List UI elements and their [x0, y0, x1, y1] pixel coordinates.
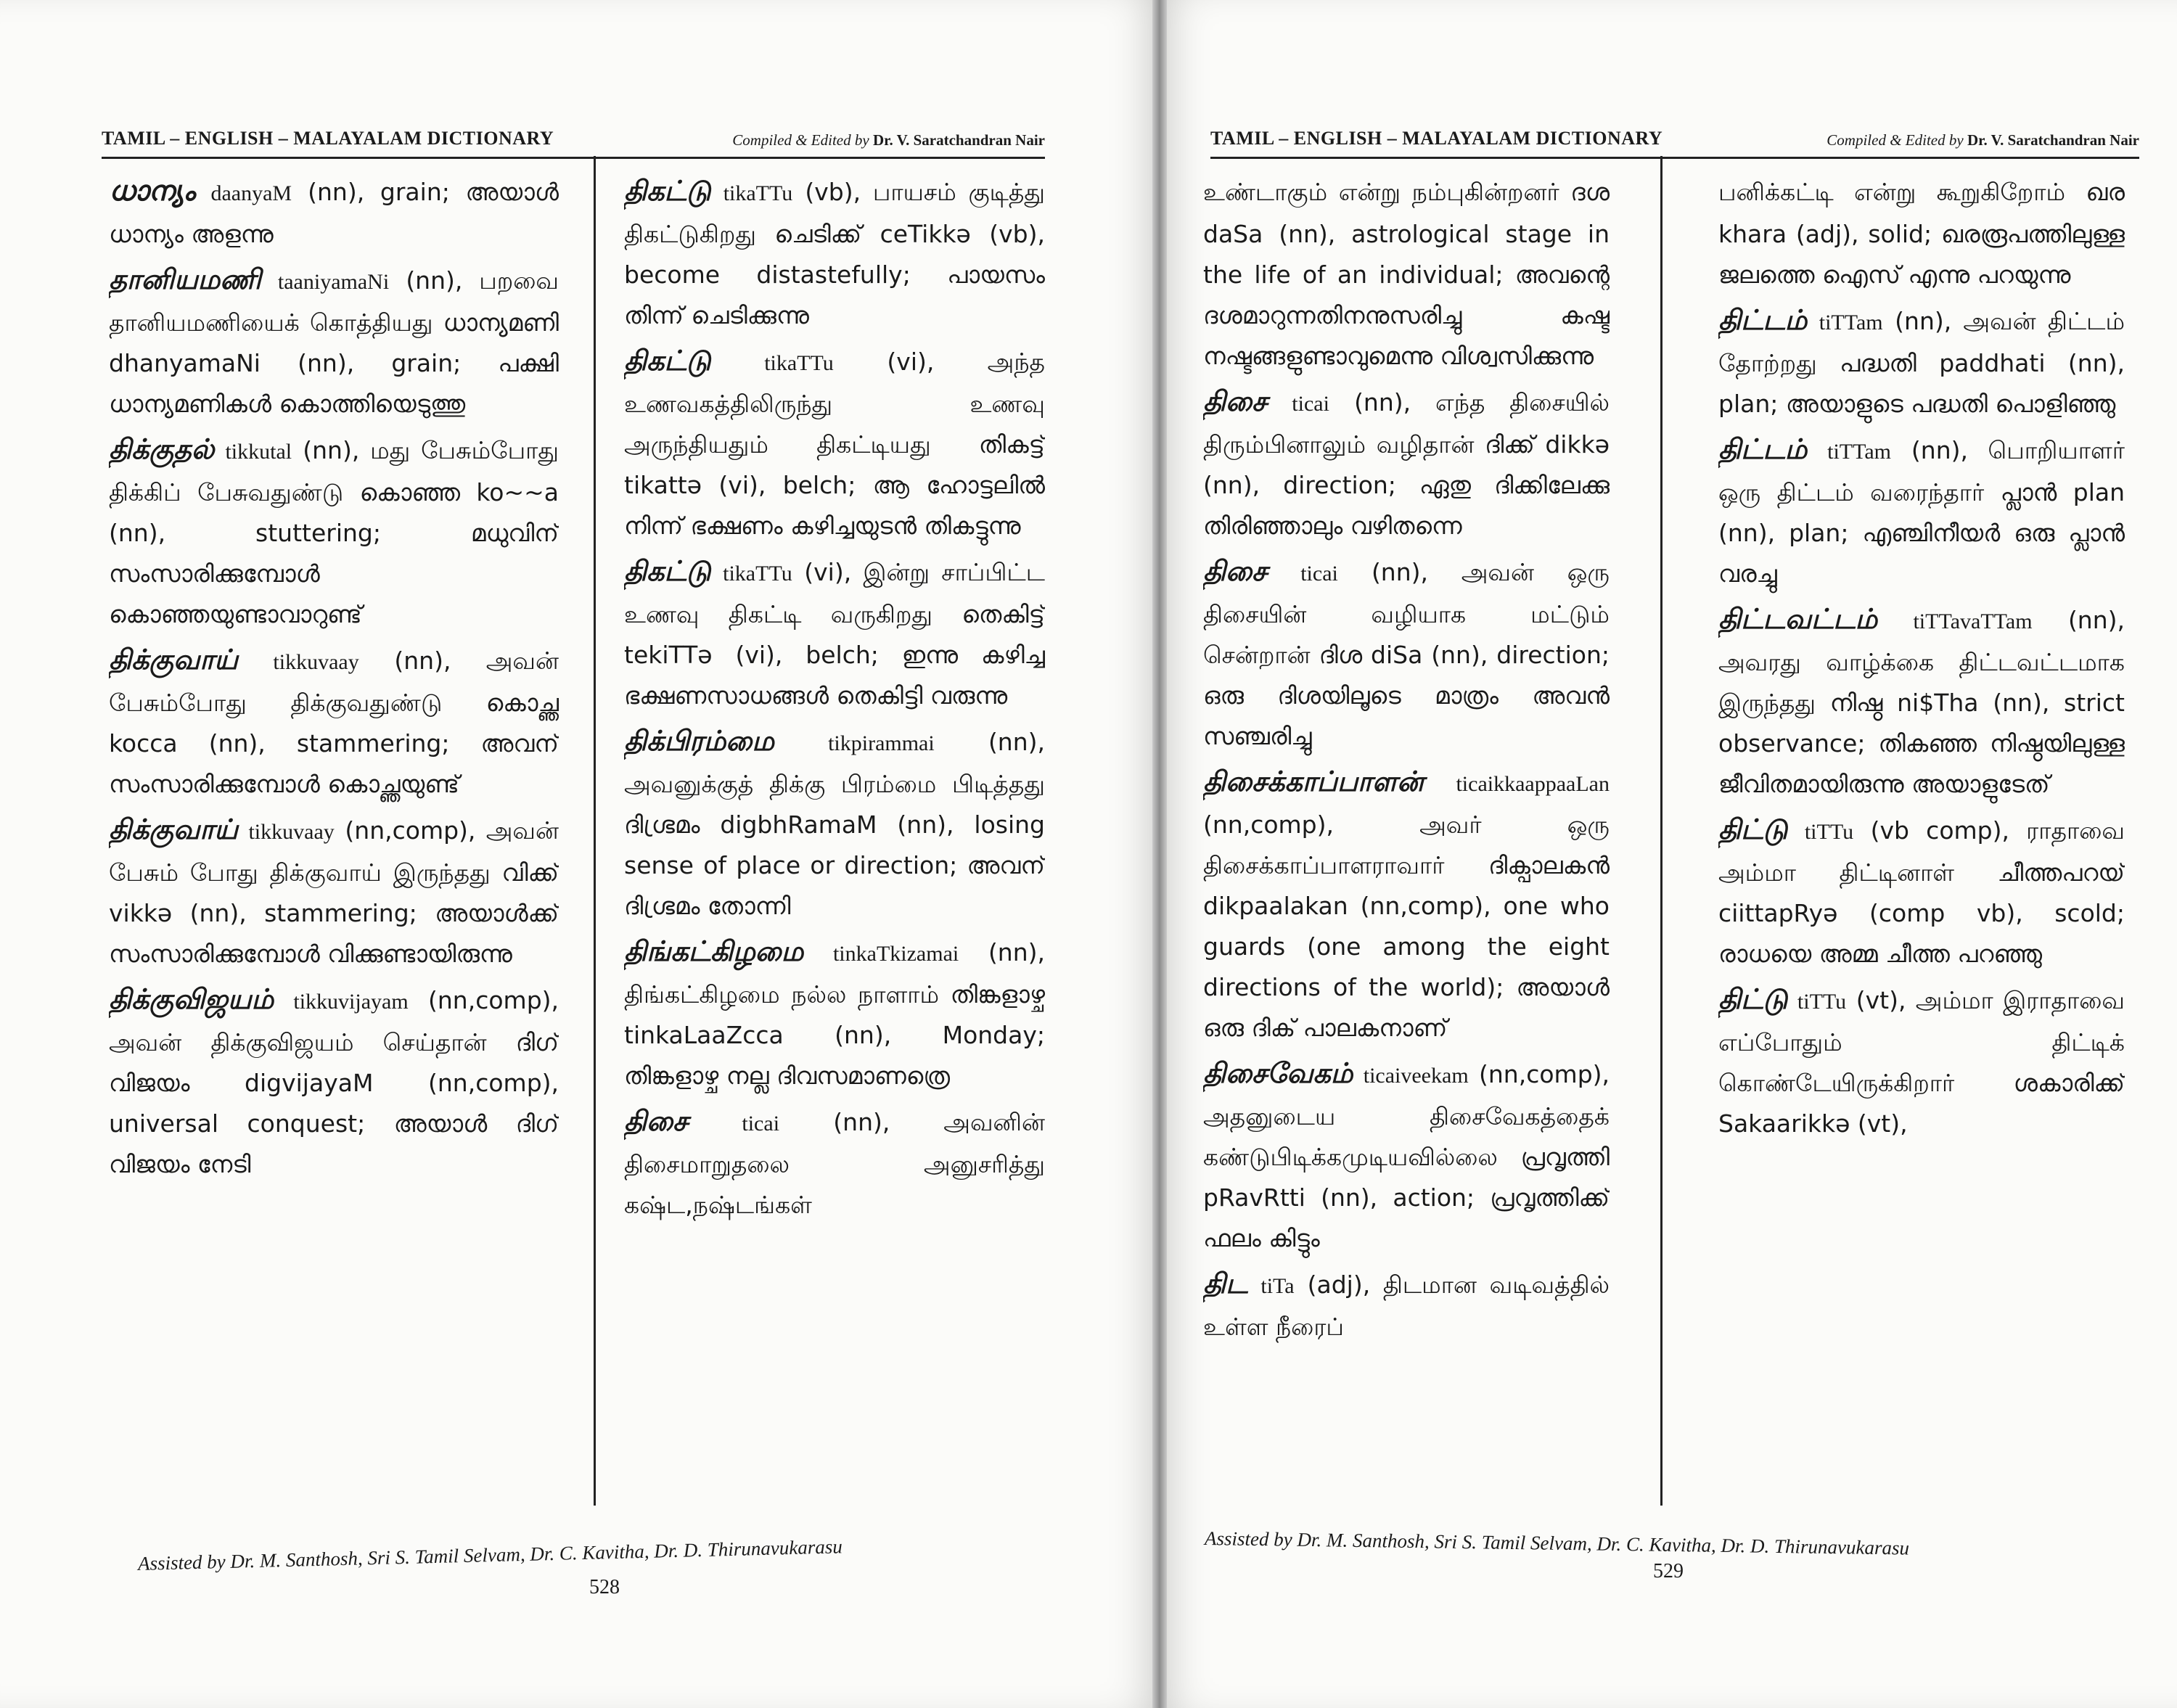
entry-transliteration: tikkutal	[225, 440, 292, 464]
dictionary-entry	[1203, 761, 1610, 1048]
dictionary-entry	[1203, 551, 1610, 757]
entry-headword: திக்குவிஜயம்	[109, 983, 274, 1015]
entry-transliteration: tikaTTu	[723, 562, 792, 586]
entry-body: (nn), எந்த திசையில் திரும்பினாலும் வழிதான் ദിക്ക് dikkə (nn), direction; ഏതു ദിക്കിലേക്കു തിരിഞ്ഞാലും വഴിതന്നെ	[1203, 388, 1610, 540]
dictionary-entry	[109, 639, 559, 805]
column-divider	[1660, 156, 1663, 1506]
page-right	[1160, 0, 2177, 1708]
entry-transliteration: tikaTTu	[764, 351, 834, 375]
footer-assisted-by: Assisted by Dr. M. Santhosh, Sri S. Tamil Selvam, Dr. C. Kavitha, Dr. D. Thirunavukarasu	[1204, 1527, 1910, 1559]
entry-headword: திசை	[624, 1105, 689, 1137]
left-column	[109, 171, 559, 1491]
entry-transliteration: daanyaM	[210, 181, 292, 205]
entry-transliteration: tikpirammai	[828, 731, 935, 755]
entry-transliteration: taaniyamaNi	[277, 270, 390, 294]
entry-body: பனிக்கட்டி என்று கூறுகிறோம் ഖര khara (adj), solid; ഖരരൂപത്തിലുള്ള ജലത്തെ ഐസ് എന്നു പറയുന്നു	[1718, 178, 2125, 289]
entry-headword: திட்டு	[1718, 813, 1788, 845]
header-compiled-label: Compiled & Edited by	[732, 131, 869, 149]
entry-transliteration: tiTTavaTTam	[1913, 609, 2033, 633]
entry-body: (nn), அவனுக்குத் திக்கு பிரம்மை பிடித்தது ദിഗ്ഭ്രമം digbhRamaM (nn), losing sense of place or direction; അവന് ദിഗ്ഭ്രമം തോന്നി	[624, 728, 1045, 920]
entry-headword: திங்கட்கிழமை	[624, 935, 804, 967]
entry-headword: ധാന്യം	[109, 175, 195, 207]
dictionary-entry	[624, 931, 1045, 1096]
page-number: 529	[1653, 1560, 1684, 1582]
entry-transliteration: tiTTam	[1819, 311, 1883, 334]
entry-transliteration: tiTa	[1260, 1274, 1295, 1298]
entry-transliteration: ticai	[1300, 562, 1338, 586]
entry-headword: திட	[1203, 1268, 1248, 1300]
dictionary-entry	[1718, 979, 2125, 1144]
entry-body: (nn), பறவை தானியமணியைக் கொத்தியது ധാന്യമണി dhanyamaNi (nn), grain; പക്ഷി ധാന്യമണികൾ കൊത്തിയെടുത്തു	[109, 266, 559, 418]
header-title: TAMIL – ENGLISH – MALAYALAM DICTIONARY	[1210, 128, 1663, 149]
entry-body: (nn), அவரது வாழ்க்கை திட்டவட்டமாக இருந்தது നിഷ്ഠ ni$Tha (nn), strict observance; തികഞ്ഞ നിഷ്ഠയിലുള്ള ജീവിതമായിരുന്നു അയാളുടേത്	[1718, 606, 2125, 798]
entry-body: (nn), திங்கட்கிழமை நல்ல நாளாம் തിങ്കളാഴ്ച tinkaLaaZcca (nn), Monday; തിങ്കളാഴ്ച നല്ല ദിവസമാണത്രെ	[624, 938, 1045, 1090]
entry-body: (nn,comp), அதனுடைய திசைவேகத்தைக் கண்டுபிடிக்கமுடியவில்லை പ്രവൃത്തി pRavRtti (nn), action; പ്രവൃത്തിക്ക് ഫലം കിട്ടും	[1203, 1060, 1610, 1252]
book-spine	[1152, 0, 1167, 1708]
header-title: TAMIL – ENGLISH – MALAYALAM DICTIONARY	[102, 128, 554, 149]
header-editor-name: Dr. V. Saratchandran Nair	[872, 131, 1045, 149]
entry-transliteration: ticai	[742, 1112, 780, 1136]
page-header	[1210, 116, 2139, 159]
entry-body: (nn,comp), அவன் திக்குவிஜயம் செய்தான் ദിഗ് വിജയം digvijayaM (nn,comp), universal conquest; അയാൾ ദിഗ് വിജയം നേടി	[109, 986, 559, 1178]
right-column	[1718, 171, 2125, 1491]
dictionary-entry	[109, 809, 559, 974]
dictionary-entry	[109, 171, 559, 255]
dictionary-entry	[624, 340, 1045, 546]
entry-body: (vb), பாயசம் குடித்து திகட்டுகிறது ചെടിക്ക് ceTikkə (vb), become distastefully; പായസം തിന്ന് ചെടിക്കുന്നു	[624, 178, 1045, 329]
entry-headword: திட்டு	[1718, 983, 1788, 1015]
entry-body: (nn), அவன் ஒரு திசையின் வழியாக மட்டும் சென்றான் ദിശ diSa (nn), direction; ഒരു ദിശയിലൂടെ മാത്രം അവൻ സഞ്ചരിച്ചു	[1203, 558, 1610, 750]
entry-body: (vb comp), ராதாவை அம்மா திட்டினாள் ചീത്തപറയ് ciittapRyə (comp vb), scold; രാധയെ അമ്മ ചീത്ത പറഞ്ഞു	[1718, 816, 2125, 968]
entry-headword: திக்குவாய்	[109, 644, 238, 676]
page-number: 528	[589, 1576, 620, 1598]
dictionary-entry	[1203, 1263, 1610, 1347]
dictionary-entry	[624, 720, 1045, 927]
dictionary-entry	[624, 551, 1045, 716]
entry-transliteration: tikaTTu	[723, 181, 793, 205]
entry-transliteration: ticai	[1292, 392, 1329, 416]
dictionary-entry	[1203, 1053, 1610, 1259]
entry-headword: திட்டவட்டம்	[1718, 603, 1878, 635]
entry-body: (nn), அவன் திட்டம் தோற்றது പദ്ധതി paddhati (nn), plan; അയാളുടെ പദ്ധതി പൊളിഞ്ഞു	[1718, 307, 2125, 418]
entry-body: (nn), அவன் பேசும்போது திக்குவதுண்டு കൊച്ഞ kocca (nn), stammering; അവന് സംസാരിക്കുമ്പോൾ കൊച്ഞയുണ്ട്	[109, 646, 559, 798]
entry-headword: திக்குதல்	[109, 433, 215, 465]
entry-body: (vi), இன்று சாப்பிட்ட உணவு திகட்டி வருகிறது തെകിട്ട് tekiTTə (vi), belch; ഇന്നു കഴിച്ച ഭക്ഷണസാധങ്ങൾ തെകിട്ടി വരുന്നു	[624, 558, 1045, 710]
dictionary-entry	[1718, 599, 2125, 805]
left-column	[1203, 171, 1610, 1491]
entry-headword: திசைக்காப்பாளன்	[1203, 765, 1424, 797]
entry-body: (vi), அந்த உணவகத்திலிருந்து உணவு அருந்தியதும் திகட்டியது തികട്ട് tikattə (vi), belch; ആ ഹോട്ടലിൽ നിന്ന് ഭക്ഷണം കഴിച്ചയുടൻ തികട്ടുന്നു	[624, 348, 1045, 540]
entry-headword: திக்பிரம்மை	[624, 725, 774, 757]
entry-transliteration: tiTTam	[1827, 440, 1891, 464]
entry-headword: திசைவேகம்	[1203, 1057, 1353, 1089]
entry-headword: திகட்டு	[624, 345, 711, 377]
entry-body: (nn), grain; അയാൾ ധാന്യം അളന്നു	[109, 178, 559, 248]
dictionary-entry	[1718, 809, 2125, 974]
dictionary-entry	[109, 429, 559, 635]
dictionary-entry	[1718, 300, 2125, 424]
entry-headword: திட்டம்	[1718, 433, 1808, 465]
entry-headword: தானியமணி	[109, 263, 261, 295]
entry-body: (nn), மது பேசும்போது திக்கிப் பேசுவதுண்டு കൊഞ്ഞ ko~~a (nn), stuttering; മധുവിന് സംസാരിക്കുമ്പോൾ കൊഞ്ഞയുണ്ടാവാറുണ്ട്	[109, 436, 559, 628]
dictionary-entry	[624, 171, 1045, 336]
header-editor	[1827, 131, 2139, 149]
entry-headword: திக்குவாய்	[109, 813, 238, 845]
entry-headword: திசை	[1203, 385, 1268, 417]
entry-body: (nn), அவனின் திசைமாறுதலை அனுசரித்து கஷ்ட,நஷ்டங்கள்	[624, 1108, 1045, 1219]
right-column	[624, 171, 1045, 1491]
entry-transliteration: tikkuvijayam	[293, 990, 409, 1014]
header-editor	[732, 131, 1045, 149]
dictionary-entry	[1718, 171, 2125, 295]
entry-transliteration: tikkuvaay	[273, 650, 359, 674]
dictionary-entry	[1203, 381, 1610, 546]
header-compiled-label: Compiled & Edited by	[1827, 131, 1964, 149]
entry-headword: திகட்டு	[624, 555, 711, 587]
entry-transliteration: tiTTu	[1804, 820, 1854, 844]
dictionary-entry	[109, 259, 559, 424]
entry-headword: திகட்டு	[624, 175, 711, 207]
entry-body: (vt), அம்மா இராதாவை எப்போதும் திட்டிக் கொண்டேயிருக்கிறார் ശകാരിക്ക് Sakaarikkə (vt),	[1718, 986, 2125, 1138]
dictionary-entry	[109, 979, 559, 1185]
entry-transliteration: ticaiveekam	[1363, 1064, 1469, 1088]
header-editor-name: Dr. V. Saratchandran Nair	[1967, 131, 2139, 149]
entry-body: (nn,comp), அவன் பேசும் போது திக்குவாய் இருந்தது വിക്ക് vikkə (nn), stammering; അയാൾക്ക് സംസാരിക്കുമ്പോൾ വിക്കുണ്ടായിരുന്നു	[109, 816, 559, 968]
entry-transliteration: tinkaTkizamai	[832, 942, 959, 966]
entry-headword: திசை	[1203, 555, 1268, 587]
dictionary-entry	[624, 1101, 1045, 1225]
entry-body: (adj), திடமான வடிவத்தில் உள்ள நீரைப்	[1203, 1270, 1610, 1341]
page-header	[102, 116, 1045, 159]
footer-assisted-by: Assisted by Dr. M. Santhosh, Sri S. Tamil Selvam, Dr. C. Kavitha, Dr. D. Thirunavukarasu	[137, 1535, 843, 1574]
dictionary-entry	[1203, 171, 1610, 377]
entry-transliteration: tikkuvaay	[248, 820, 335, 844]
dictionary-entry	[1718, 429, 2125, 594]
entry-transliteration: tiTTu	[1797, 990, 1847, 1014]
entry-headword: திட்டம்	[1718, 304, 1808, 336]
entry-body: உண்டாகும் என்று நம்புகின்றனர் ദശ daSa (nn), astrological stage in the life of an individual; അവന്റെ ദശമാറുന്നതിനനുസരിച്ചു കഷ്ട നഷ്ടങ്ങളുണ്ടാവുമെന്നു വിശ്വസിക്കുന്നു	[1203, 178, 1610, 370]
column-divider	[594, 156, 596, 1506]
entry-body: (nn), பொறியாளர் ஒரு திட்டம் வரைந்தார் പ്ലാൻ plan (nn), plan; എഞ്ചിനീയർ ഒരു പ്ലാൻ വരച്ചു	[1718, 436, 2125, 588]
entry-transliteration: ticaikkaappaaLan	[1456, 772, 1610, 796]
entry-body: (nn,comp), அவர் ஒரு திசைக்காப்பாளராவார் ദിക്പാലകൻ dikpaalakan (nn,comp), one who guards (one among the eight directions of the world); അയാൾ ഒരു ദിക് പാലകനാണ്	[1203, 810, 1610, 1042]
